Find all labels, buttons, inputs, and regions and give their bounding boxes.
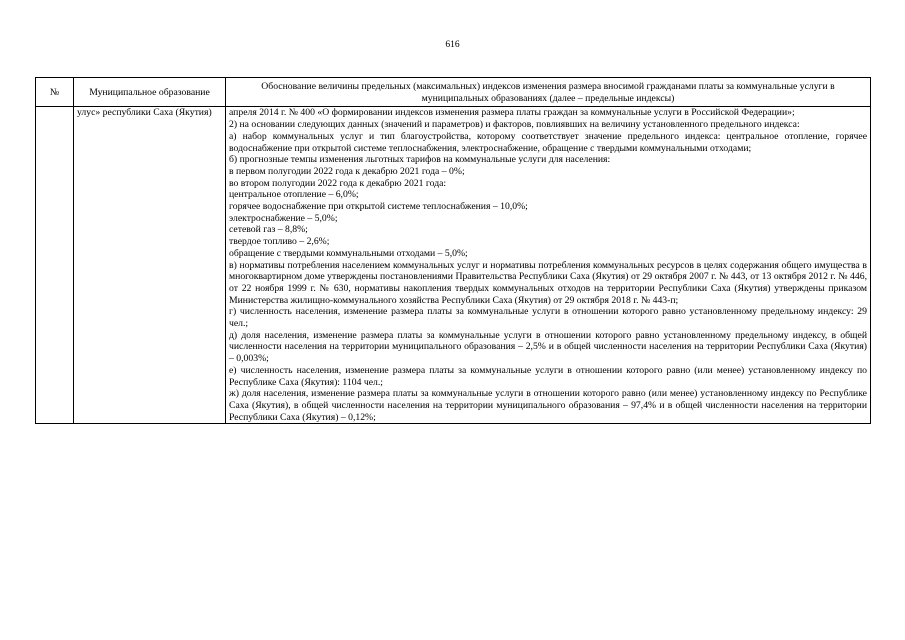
basis-paragraph: электроснабжение – 5,0%;	[229, 212, 338, 224]
basis-paragraph: во втором полугодии 2022 года к декабрю 2021 года:	[229, 177, 447, 189]
basis-paragraph: в первом полугодии 2022 года к декабрю 2021 года – 0%;	[229, 165, 465, 177]
row-number	[36, 107, 74, 424]
header-basis: Обоснование величины предельных (максимальных) индексов изменения размера вносимой гражданами платы за коммунальные услуги в муниципальных образованиях (далее – предельные индексы)	[226, 78, 871, 107]
basis-paragraph: г) численность населения, изменение размера платы за коммунальные услуги в отношении которого равно установленному предельному индексу: 29 чел.;	[229, 306, 867, 330]
basis-paragraph: ж) доля населения, изменение размера платы за коммунальные услуги в отношении которого равно (или менее) установленному индексу по Республике Саха (Якутия), в общей численности населения на территории муниципального образования – 97,4% и в общей численности населения на территории Республики Саха (Якутия) – 0,12%;	[229, 388, 867, 423]
table-header-row	[36, 78, 871, 107]
basis-paragraph: горячее водоснабжение при открытой системе теплоснабжения – 10,0%;	[229, 201, 528, 213]
row-basis	[226, 107, 871, 424]
basis-paragraph: е) численность населения, изменение размера платы за коммунальные услуги в отношении которого равно (или менее) установленному индексу по Республике Саха (Якутия): 1104 чел.;	[229, 364, 867, 388]
basis-paragraph: сетевой газ – 8,8%;	[229, 224, 308, 236]
basis-paragraph: а) набор коммунальных услуг и тип благоустройства, которому соответствует значение предельного индекса: центральное отопление, горячее водоснабжение при открытой системе теплоснабжения, электроснабжение, обращение с твердыми коммунальными отходами;	[229, 130, 867, 154]
basis-paragraph: б) прогнозные темпы изменения льготных тарифов на коммунальные услуги для населения:	[229, 154, 611, 166]
basis-paragraph: в) нормативы потребления населением коммунальных услуг и нормативы потребления коммунальных ресурсов в целях содержания общего имущества в многоквартирном доме утверждены постановлениями Правительства Республики Саха (Якутия) от 29 октября 2007 г. № 443, от 13 октября 2012 г. № 446, от 22 ноября 1999 г. № 630, нормативы накопления твердых коммунальных отходов на территории Республики Саха (Якутия) утверждены приказом Министерства жилищно-коммунального хозяйства Республики Саха (Якутия) от 29 октября 2018 г. № 443-п;	[229, 259, 867, 306]
header-number: №	[36, 78, 74, 107]
indices-table	[35, 77, 871, 424]
page-number: 616	[445, 40, 460, 50]
basis-paragraph: обращение с твердыми коммунальными отходами – 5,0%;	[229, 247, 468, 259]
basis-paragraph: твердое топливо – 2,6%;	[229, 236, 330, 248]
header-municipality: Муниципальное образование	[74, 78, 226, 107]
basis-paragraph: апреля 2014 г. № 400 «О формировании индексов изменения размера платы граждан за коммунальные услуги в Российской Федерации»;	[229, 107, 795, 119]
row-municipality: улус» республики Саха (Якутия)	[74, 107, 226, 424]
basis-paragraph: 2) на основании следующих данных (значений и параметров) и факторов, повлиявших на величину установленного предельного индекса:	[229, 119, 800, 131]
basis-paragraph: д) доля населения, изменение размера платы за коммунальные услуги в отношении которого равно установленному предельному индексу, в общей численности населения на территории муниципального образования – 2,5% и в общей численности населения на территории Республики Саха (Якутия) – 0,003%;	[229, 329, 867, 365]
table-row	[36, 107, 871, 424]
basis-paragraph: центральное отопление – 6,0%;	[229, 189, 359, 201]
